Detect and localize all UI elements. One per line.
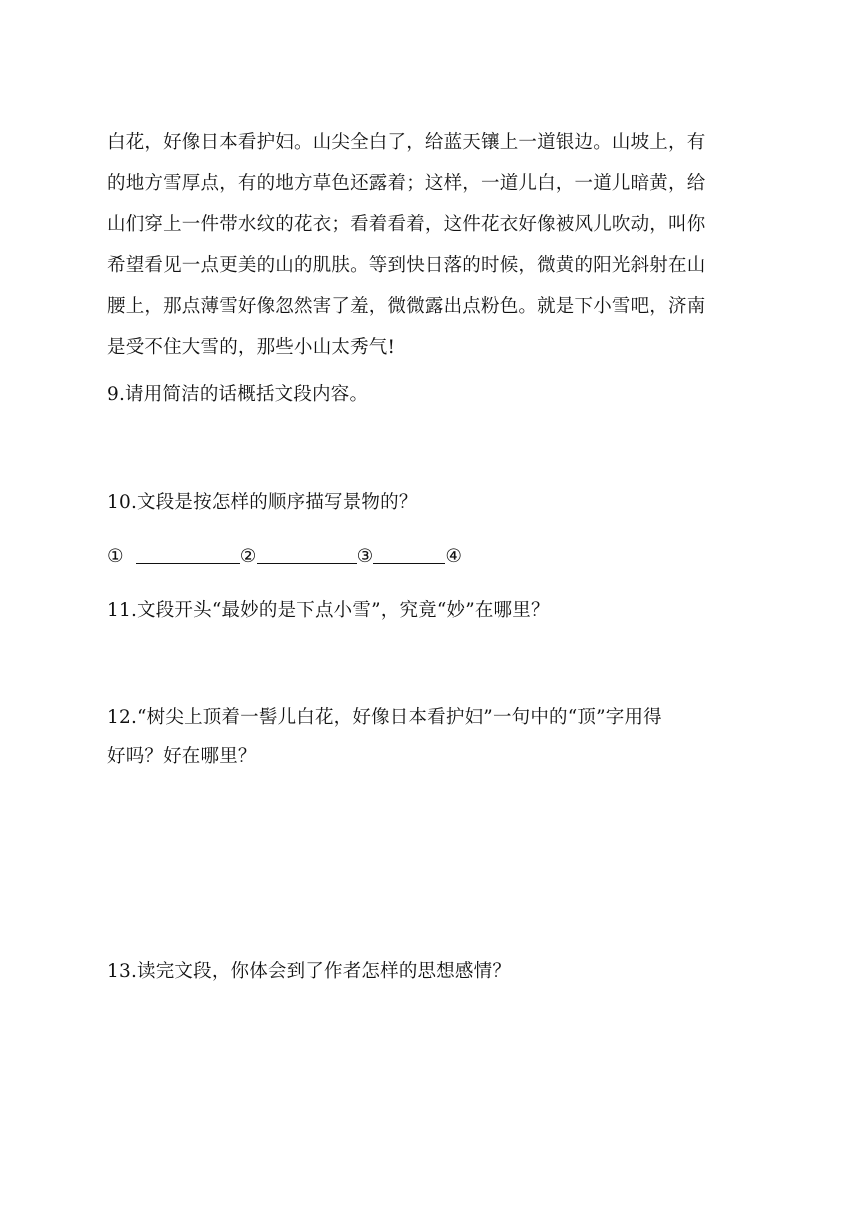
blank-marker-2: ② [239, 546, 257, 567]
question-13: 13.读完文段，你体会到了作者怎样的思想感情？ [107, 961, 512, 982]
question-10: 10.文段是按怎样的顺序描写景物的？ [107, 492, 418, 513]
passage-line-6: 是受不住大雪的，那些小山太秀气! [107, 337, 396, 358]
blank-marker-3: ③ [356, 546, 374, 567]
question-9: 9.请用简洁的话概括文段内容。 [107, 384, 369, 405]
passage-line-2: 的地方雪厚点，有的地方草色还露着；这样，一道儿白，一道儿暗黄，给 [107, 173, 706, 194]
question-12-line-2: 好吗？好在哪里？ [107, 746, 257, 767]
question-12-line-1: 12.“树尖上顶着一髻儿白花，好像日本看护妇”一句中的“顶”字用得 [107, 707, 662, 728]
answer-blank-2[interactable] [257, 545, 357, 564]
passage-line-1: 白花，好像日本看护妇。山尖全白了，给蓝天镶上一道银边。山坡上，有 [107, 132, 706, 153]
question-10-blanks [107, 545, 767, 569]
passage-line-4: 希望看见一点更美的山的肌肤。等到快日落的时候，微黄的阳光斜射在山 [107, 255, 706, 276]
passage-line-5: 腰上，那点薄雪好像忽然害了羞，微微露出点粉色。就是下小雪吧，济南 [107, 296, 706, 317]
passage-line-3: 山们穿上一件带水纹的花衣；看着看着，这件花衣好像被风儿吹动，叫你 [107, 214, 706, 235]
question-11: 11.文段开头“最妙的是下点小雪”，究竟“妙”在哪里？ [107, 600, 550, 621]
answer-blank-3[interactable] [373, 545, 445, 564]
blank-marker-1: ① [107, 546, 124, 567]
answer-blank-1[interactable] [136, 545, 240, 564]
blank-marker-4: ④ [445, 546, 463, 567]
